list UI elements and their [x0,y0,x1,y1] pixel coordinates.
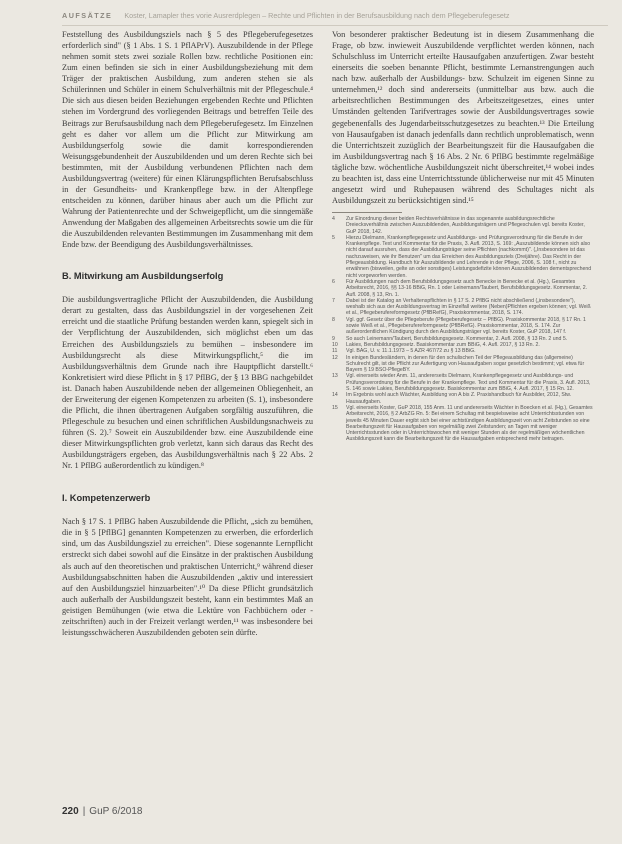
footnote: 13 Vgl. einerseits wieder Anm. 11, andererseits Dielmann, Krankenpflegegesetz und Ausbildungs- und Prüfungsverordnung für die Berufe in der Krankenpflege. Text und Kommentar für die Praxis, 3. Aufl. 2013, S. 146 sowie Lakies, Berufsbildungsgesetz. Basiskommentar zum BBiG, 4. Aufl. 2017, § 15 Rn. 12. [332,373,591,393]
footnote: 14 Im Ergebnis wohl auch Wächter, Ausbildung von A bis Z. Praxishandbuch für Ausbilder, 2012, Stw. Hausaufgaben. [332,392,572,405]
footnote: 4 Zur Einordnung dieser beiden Rechtsverhältnisse in das sogenannte ausbildungsrechtliche Dreiecksverhältnis zwischen Auszubildenden, Ausbildungsträgern und Pflegeschulen vgl. bereits Koster, GuP 2018, 142. [332,216,585,235]
intro-paragraph: Feststellung des Ausbildungsziels nach § 5 des Pflegeberufegesetzes erforderlich sind" (§ 1 Abs. 1 S. 1 PflAPrV). Auszubildende in der Pflege nehmen somit stets zwei soziale Rollen bzw. rechtliche Positionen ein: Zum einen befinden sie sich in einer Ausbildungsbeziehung mit dem Träger der praktischen Ausbildung, zum anderen stehen sie als Schülerinnen und Schüler in einem Schulverhältnis mit der Pflegeschule.⁴ Die sich aus diesen beiden Beziehungen ergebenden Rechte und Pflichten stehen im Vordergrund des vorliegenden Beitrags und betreffen Teile des Beitrags zur Berufsausbildung nach dem Pflegeberufegesetz. Im Einzelnen geht es daher vor allem um die Pflicht zur Mitwirkung am Ausbildungserfolg sowie die damit korrespondierenden Weisungsgebundenheit der Auszubildenden und um deren Rechte sich bei bestimmten, mit der Ausbildung verbundenen Pflichten nach dem Ausbildungsvertrag (weitere) für einen Klärungspflichten Berufsabschluss in der Gesundheits- und Krankenpflege bzw. in der Altenpflege entscheiden zu können, darüber hinaus aber auch um die Pflicht zur Wahrung der Patientenrechte und der Schweigepflicht, um die sinngemäße Anwendung der Maßgaben des allgemeinen Arbeitsrechts sowie um die für die Auszubildenden relevanten Bestimmungen im Zusammenhang mit dem Ende bzw. der Beendigung des Ausbildungsverhältnisses. [62,30,313,250]
footnote: 6 Für Ausbildungen nach dem Berufsbildungsgesetz auch Benecke in Benecke et al. (Hg.), Gesamtes Arbeitsrecht, 2016, §§ 13-16 BBiG, Rn. 1 oder Leinemann/Taubert, Berufsbildungsgesetz. Kommentar, 2. Aufl. 2008, § 13, Rn. 1. [332,278,588,298]
paragraph-mitwirkung: Die ausbildungsvertragliche Pflicht der Auszubildenden, die Ausbildung derart zu gestalten, dass das Ausbildungsziel in der vorgesehenen Zeit erreicht und die staatliche Prüfung bestanden werden kann, spiegelt sich in der Verpflichtung der Auszubildenden, sich möglichst eben um das Erreichen des Ausbildungsziels zu bemühen – insbesondere im Ausbildungsrecht als diese Mitwirkungspflicht,⁵ die im Ausbildungsverhältnis dem Grunde nach ihre Hauptpflicht darstellt.⁶ Konkretisiert wird diese Pflicht in § 17 PflBG, der § 13 BBG nachgebildet ist. Danach haben Auszubildende neben der allgemeinen Obliegenheit, an der Erweiterung der eigenen Kompetenzen zu arbeiten (S. 1), insbesondere die Pflicht, die ihnen übertragenen Aufgaben sorgfältig auszuführen, die Pflegeschule zu besuchen und einen schriftlichen Ausbildungsnachweis zu führen (S. 2).⁷ Soweit ein Auszubildender bzw. eine Auszubildende eine dieser Mitwirkungspflichten grob verletzt, kann sich daraus das Recht des Ausbildungsträgers ergeben, das Ausbildungsverhältnis nach § 22 Abs. 2 Nr. 1 PflBG außerordentlich zu kündigen.⁸ [62,295,313,471]
running-head-title: Koster, Lamapler thes vorie Ausrerdplegen – Rechte und Pflichten in der Berufsausbildung nach dem Pflegeberufegesetz [124,11,510,20]
footnote: 15 Vgl. einerseits Koster, GuP 2018, 155 Anm. 11 und andererseits Wächter in Boecken et al. (Hg.), Gesamtes Arbeitsrecht, 2016, § 2 ArbZG Rn. 5: Bei einem Schultag mit bespielsweise acht Unterrichtsstunden von jeweils 45 Minuten Dauer ergibt sich bei einer achtstündigen Ausbildungszeit von acht Zeitstunden so eine Bearbeitungszeit für Hausaufgaben von regelmäßig zwei Zeitstunden; an Tagen mit weniger Unterrichtsstunden oder in Unterrichtswochen mit weniger Stunden als der regelmäßigen wöchentlichen Ausbildungszeit kann die Bearbeitungszeit für die Hausaufgaben entsprechend mehr betragen. [332,404,593,443]
footnote: 5 Hierzu Dielmann, Krankenpflegegesetz und Ausbildungs- und Prüfungsverordnung für die Berufe in der Krankenpflege. Text und Kommentar für die Praxis, 3. Aufl. 2013, S. 169: „Auszubildende können sich also nicht darauf ausruhen, dass der Ausbildungsträger seine Pflichten (nachkommt)". („Insbesondere ist das nachzuweisen, wie ihr Benutzen" um das Erreichen des Ausbildungsziels (Dreijähre). Das Recht in der Pflegeausbildung. Handbuch für Auszubildende und Lehrende in der Pflege, 2006, S. 108 f., nicht zu erwähnen (bisweilen, gelte an oder sonstiges) Leistungsdefizite können Auszubildenden dementsprechend nicht vorgeworfen werden. [332,234,592,279]
footnote-divider [332,212,402,213]
paragraph-hausaufgaben: Von besonderer praktischer Bedeutung ist in diesem Zusammenhang die Frage, ob bzw. inwieweit Auszubildende verpflichtet werden können, nach Schulschluss im Unterricht erteilte Hausaufgaben anzufertigen. Zwar besteht einerseits die soeben benannte Pflicht, bestimmte Lernanstrengungen auch nach bzw. außerhalb der Ausbildungs- bzw. Schulzeit im eigenen Sinne zu unternehmen,¹² doch sind andererseits (unmittelbar aus bzw. auch die arbeitsrechtlichen Bestimmungen des Arbeitszeitgesetzes, eines unter Umständen geltenden Tarifvertrages sowie der Ausbildungsvertrages sowie gegebenenfalls des Jugendarbeitsschutzgesetzes zu beachten.¹³ Die Erteilung von Hausaufgaben ist danach jedenfalls dann rechtlich unproblematisch, wenn die Unterrichtszeit zuzüglich der Bearbeitungszeit für die Hausaufgaben die im Ausbildungsvertrag nach § 16 Abs. 2 Nr. 6 PflBG bestimmte regelmäßige tägliche bzw. wöchentliche Ausbildungszeit nicht überschreitet,¹⁴ wobei indes zu beachten ist, dass eine Unterrichtsstunde üblicherweise nur mit 45 Minuten angesetzt wird und Ruhepausen während des Schultages nicht als Ausbildungszeit zu berücksichtigen sind.¹⁵ [332,30,594,205]
footnotes [332,216,594,443]
running-head [62,11,608,26]
footnote: 9 So auch Leinemann/Taubert, Berufsbildungsgesetz. Kommentar, 2. Aufl. 2008, § 13 Rn. 2 und 5. [332,335,568,342]
footnote: 7 Dabei ist der Katalog an Verhaltenspflichten in § 17 S. 2 PflBG nicht abschließend („insbesondere"), weshalb sich aus der Ausbildungsvertrag im Einzelfall weitere (Neben)Pflichten ergeben können; vgl. Weiß et al., Pflegeberufereformgesetz (PflBRefG), Praxiskommentar, 2018, S. 174. [332,297,591,317]
right-column [332,29,594,443]
footnote: 10 Lakies, Berufsbildungsgesetz. Basiskommentar zum BBiG, 4. Aufl. 2017, § 13 Rn. 2. [332,341,540,348]
running-head-section: AUFSÄTZE [62,11,113,20]
paragraph-kompetenzerwerb: Nach § 17 S. 1 PflBG haben Auszubildende die Pflicht, „sich zu bemühen, die in § 5 [PflBG] genannten Kompetenzen zu erwerben, die erforderlich sind, um das Ausbildungsziel zu erreichen". Diese sogenannte Lernpflicht erstreckt sich dabei sowohl auf die Einsätze in der praktischen Ausbildung als auch auf den theoretischen und praktischen Unterricht,⁹ während dieser Ausbildungsabschnitten haben die Auszubildenden „aktiv und interessiert auf den Ausbildungsziel hinzuarbeiten".¹⁰ Da diese Pflicht grundsätzlich auch außerhalb der Ausbildungszeit besteht, kann ein bestimmtes Maß an geistigen Bemühungen (wie etwa die Lektüre von Fachbüchern oder -zeitschriften) auch in der Freizeit verlangt werden,¹¹ was insbesondere bei leistungsschwächeren Auszubildenden geboten sein dürfte. [62,517,313,637]
footnote: 12 In einigen Bundesländern, in denen für den schulischen Teil der Pflegeausbildung das (allgemeine) Schulrecht gilt, ist die Pflicht zur Aufertigung von Hausaufgaben sogar gesetzlich bestimmt; vgl. etwa für Bayern § 19 BSO-PflegeBY. [332,354,585,374]
page-number: 220 [62,806,79,817]
journal-issue: GuP 6/2018 [89,806,143,817]
footnote: 11 Vgl. BAG, U. v. 11.1.1973 – 5 AZR 467/72 zu § 13 BBiG. [332,348,476,355]
left-column [62,29,313,638]
footnote: 8 Vgl. ggf. Gesetz über die Pflegeberufe (Pflegeberufegesetz – PflBG). Praxiskommentar 2018, § 17 Rn. 1 sowie Weiß et al., Pflegeberufereformgesetz (PflBRefG). Praxiskommentar, 2018, S. 174. Zur außerordentlichen Kündigung durch den Ausbildungsträger vgl. bereits Koster, GuP 2018, 147 f. [332,316,586,336]
heading-mitwirkung: B. Mitwirkung am Ausbildungserfolg [62,271,224,282]
heading-kompetenzerwerb: I. Kompetenzerwerb [62,493,151,504]
footer-separator: | [82,806,86,817]
page-footer [62,806,143,817]
